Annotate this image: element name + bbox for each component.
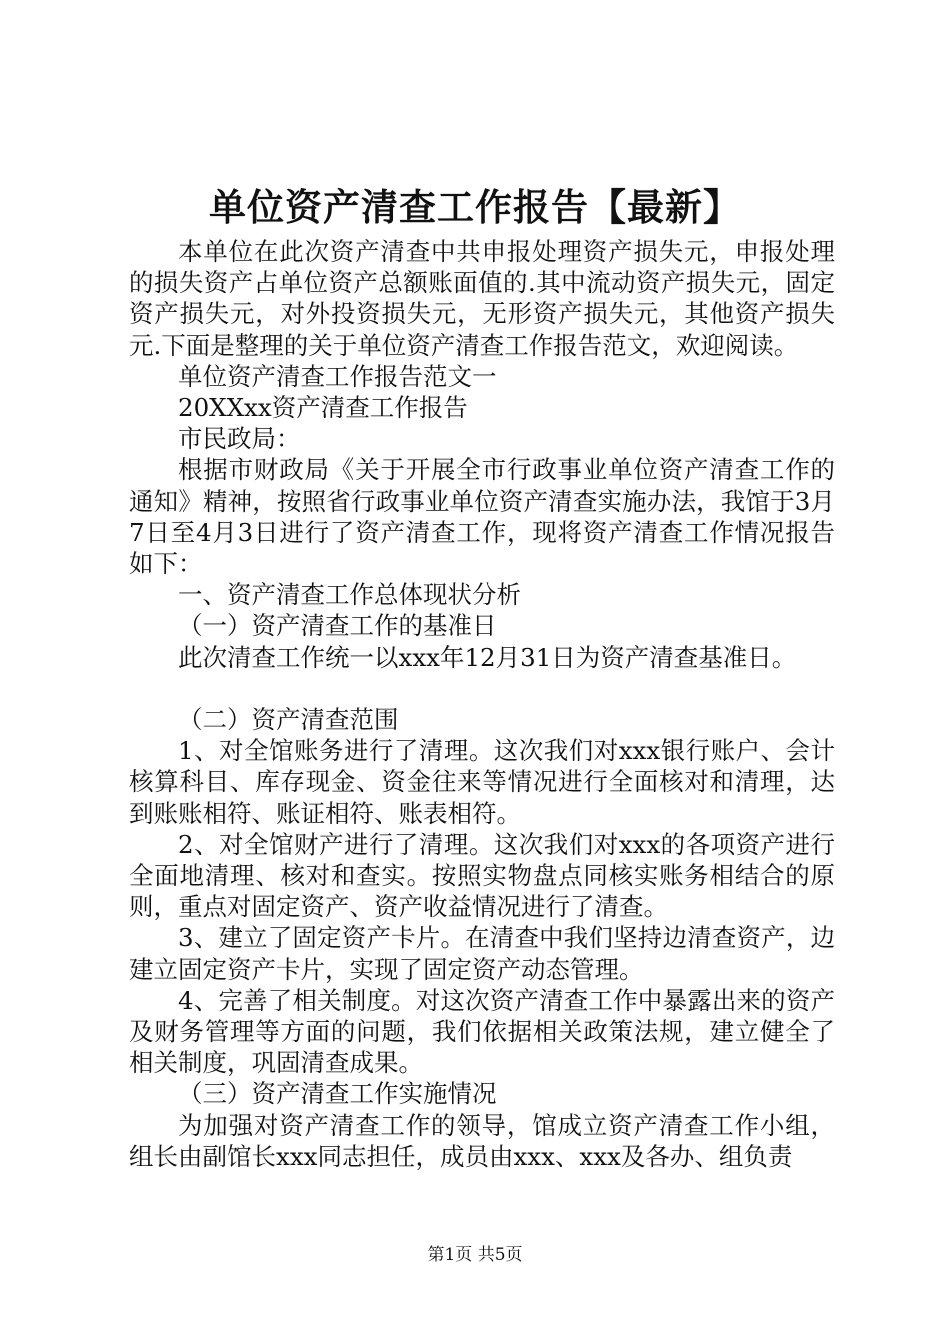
recipient-line: 市民政局：	[178, 424, 301, 454]
subsection-heading: （一）资产清查工作的基准日	[178, 611, 497, 641]
body-paragraph: 此次清查工作统一以xxx年12月31日为资产清查基准日。	[178, 642, 797, 672]
list-item: 1、对全馆账务进行了清理。这次我们对xxx银行账户、会计核算科目、库存现金、资金往来等情况进行全面核对和清理，达到账账相符、账证相符、账表相符。	[129, 736, 835, 828]
document-body	[129, 236, 835, 1172]
report-title: 20XXxx资产清查工作报告	[178, 393, 468, 423]
document-title: 单位资产清查工作报告【最新】	[209, 185, 741, 229]
list-item: 2、对全馆财产进行了清理。这次我们对xxx的各项资产进行全面地清理、核对和查实。按照实物盘点同核实账务相结合的原则，重点对固定资产、资产收益情况进行了清查。	[129, 829, 835, 922]
body-paragraph: 根据市财政局《关于开展全市行政事业单位资产清查工作的通知》精神，按照省行政事业单位资产清查实施办法，我馆于3月7日至4月3日进行了资产清查工作，现将资产清查工作情况报告如下：	[129, 455, 835, 579]
section-heading: 一、资产清查工作总体现状分析	[178, 580, 521, 610]
subsection-heading: （二）资产清查范围	[178, 705, 399, 735]
list-item: 3、建立了固定资产卡片。在清查中我们坚持边清查资产，边建立固定资产卡片，实现了固定资产动态管理。	[129, 923, 835, 984]
page-footer: 第1页 共5页	[427, 1245, 523, 1265]
subsection-heading: （三）资产清查工作实施情况	[178, 1079, 497, 1109]
body-paragraph: 为加强对资产清查工作的领导，馆成立资产清查工作小组，组长由副馆长xxx同志担任，成员由xxx、xxx及各办、组负责	[129, 1110, 835, 1171]
list-item: 4、完善了相关制度。对这次资产清查工作中暴露出来的资产及财务管理等方面的问题，我们依据相关政策法规，建立健全了相关制度，巩固清查成果。	[129, 985, 835, 1078]
intro-paragraph: 本单位在此次资产清查中共申报处理资产损失元，申报处理的损失资产占单位资产总额账面值的.其中流动资产损失元，固定资产损失元，对外投资损失元，无形资产损失元，其他资产损失元.下面是整理的关于单位资产清查工作报告范文，欢迎阅读。	[129, 237, 835, 360]
section-heading: 单位资产清查工作报告范文一	[178, 361, 497, 391]
